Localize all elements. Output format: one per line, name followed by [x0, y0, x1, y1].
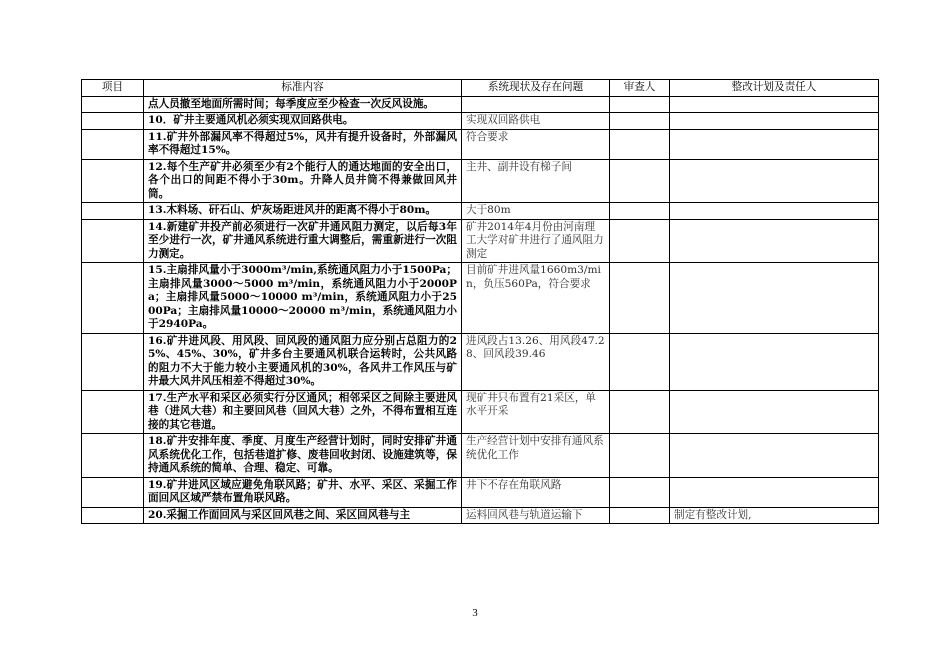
cell-plan — [670, 263, 879, 334]
cell-item — [82, 113, 144, 130]
cell-item — [82, 219, 144, 263]
cell-status: 目前矿井进风量1660m3/min，负压560Pa，符合要求 — [462, 263, 610, 334]
cell-plan — [670, 159, 879, 203]
cell-item — [82, 96, 144, 113]
table-row — [82, 129, 879, 159]
cell-plan — [670, 113, 879, 130]
cell-reviewer — [610, 159, 670, 203]
cell-status: 符合要求 — [462, 129, 610, 159]
cell-standard: 13.木料场、矸石山、炉灰场距进风井的距离不得小于80m。 — [144, 203, 462, 220]
cell-standard: 14.新建矿井投产前必须进行一次矿井通风阻力测定，以后每3年至少进行一次，矿井通风系统进行重大调整后，需重新进行一次阻力测定。 — [144, 219, 462, 263]
cell-status: 矿井2014年4月份由河南理工大学对矿井进行了通风阻力测定 — [462, 219, 610, 263]
cell-plan — [670, 434, 879, 478]
cell-reviewer — [610, 113, 670, 130]
cell-plan — [670, 477, 879, 507]
cell-item — [82, 333, 144, 390]
table-row — [82, 159, 879, 203]
cell-item — [82, 390, 144, 434]
page-number: 3 — [472, 607, 478, 619]
cell-reviewer — [610, 507, 670, 524]
table-row — [82, 203, 879, 220]
cell-standard: 点人员撤至地面所需时间；每季度应至少检查一次反风设施。 — [144, 96, 462, 113]
cell-item — [82, 263, 144, 334]
table-row — [82, 434, 879, 478]
table-row — [82, 507, 879, 524]
cell-status: 井下不存在角联风路 — [462, 477, 610, 507]
cell-standard: 19.矿井进风区域应避免角联风路；矿井、水平、采区、采掘工作面回风区域严禁布置角联风路。 — [144, 477, 462, 507]
cell-item — [82, 434, 144, 478]
cell-item — [82, 129, 144, 159]
header-status: 系统现状及存在问题 — [462, 80, 610, 97]
cell-item — [82, 507, 144, 524]
cell-item — [82, 477, 144, 507]
cell-status: 生产经营计划中安排有通风系统优化工作 — [462, 434, 610, 478]
header-reviewer: 审查人 — [610, 80, 670, 97]
cell-standard: 18.矿井安排年度、季度、月度生产经营计划时，同时安排矿井通风系统优化工作，包括巷道扩修、废巷回收封闭、设施建筑等，保持通风系统的简单、合理、稳定、可靠。 — [144, 434, 462, 478]
cell-reviewer — [610, 477, 670, 507]
cell-reviewer — [610, 203, 670, 220]
cell-status: 进风段占13.26、用风段47.28、回风段39.46 — [462, 333, 610, 390]
table-row — [82, 219, 879, 263]
cell-plan — [670, 203, 879, 220]
cell-plan — [670, 96, 879, 113]
header-plan: 整改计划及责任人 — [670, 80, 879, 97]
cell-reviewer — [610, 333, 670, 390]
cell-standard: 10．矿井主要通风机必须实现双回路供电。 — [144, 113, 462, 130]
cell-plan — [670, 219, 879, 263]
cell-item — [82, 159, 144, 203]
cell-status: 实现双回路供电 — [462, 113, 610, 130]
cell-plan — [670, 333, 879, 390]
cell-plan — [670, 129, 879, 159]
cell-reviewer — [610, 96, 670, 113]
cell-standard: 12.每个生产矿井必须至少有2个能行人的通达地面的安全出口，各个出口的间距不得小于30m。升降人员井筒不得兼做回风井筒。 — [144, 159, 462, 203]
cell-status: 现矿井只布置有21采区，单水平开采 — [462, 390, 610, 434]
header-standard: 标准内容 — [144, 80, 462, 97]
header-item: 项目 — [82, 80, 144, 97]
cell-standard: 15.主扇排风量小于3000m³/min,系统通风阻力小于1500Pa；主扇排风量3000～5000 m³/min，系统通风阻力小于2000Pa；主扇排风量5000～10000 m³/min，系统通风阻力小于2500Pa；主扇排风量10000～20000 m³/min，系统通风阻力小于2940Pa。 — [144, 263, 462, 334]
table-header-row — [82, 80, 879, 97]
table-row — [82, 390, 879, 434]
table-row — [82, 96, 879, 113]
cell-status — [462, 96, 610, 113]
cell-item — [82, 203, 144, 220]
cell-plan: 制定有整改计划, — [670, 507, 879, 524]
cell-reviewer — [610, 129, 670, 159]
cell-status: 大于80m — [462, 203, 610, 220]
cell-reviewer — [610, 390, 670, 434]
cell-plan — [670, 390, 879, 434]
cell-status: 主井、副井设有梯子间 — [462, 159, 610, 203]
table-row — [82, 113, 879, 130]
table-row — [82, 263, 879, 334]
table-row — [82, 477, 879, 507]
cell-status: 运料回风巷与轨道运输下 — [462, 507, 610, 524]
table-row — [82, 333, 879, 390]
cell-reviewer — [610, 219, 670, 263]
cell-reviewer — [610, 434, 670, 478]
cell-reviewer — [610, 263, 670, 334]
inspection-table — [81, 79, 879, 524]
cell-standard: 11.矿井外部漏风率不得超过5%，风井有提升设备时，外部漏风率不得超过15%。 — [144, 129, 462, 159]
cell-standard: 20.采掘工作面回风与采区回风巷之间、采区回风巷与主 — [144, 507, 462, 524]
cell-standard: 16.矿井进风段、用风段、回风段的通风阻力应分别占总阻力的25%、45%、30%，矿井多台主要通风机联合运转时，公共风路的阻力不大于能力较小主要通风机的30%，各风井工作风压与矿井最大风井风压相差不得超过30%。 — [144, 333, 462, 390]
cell-standard: 17.生产水平和采区必须实行分区通风；相邻采区之间除主要进风巷（进风大巷）和主要回风巷（回风大巷）之外，不得布置相互连接的其它巷道。 — [144, 390, 462, 434]
